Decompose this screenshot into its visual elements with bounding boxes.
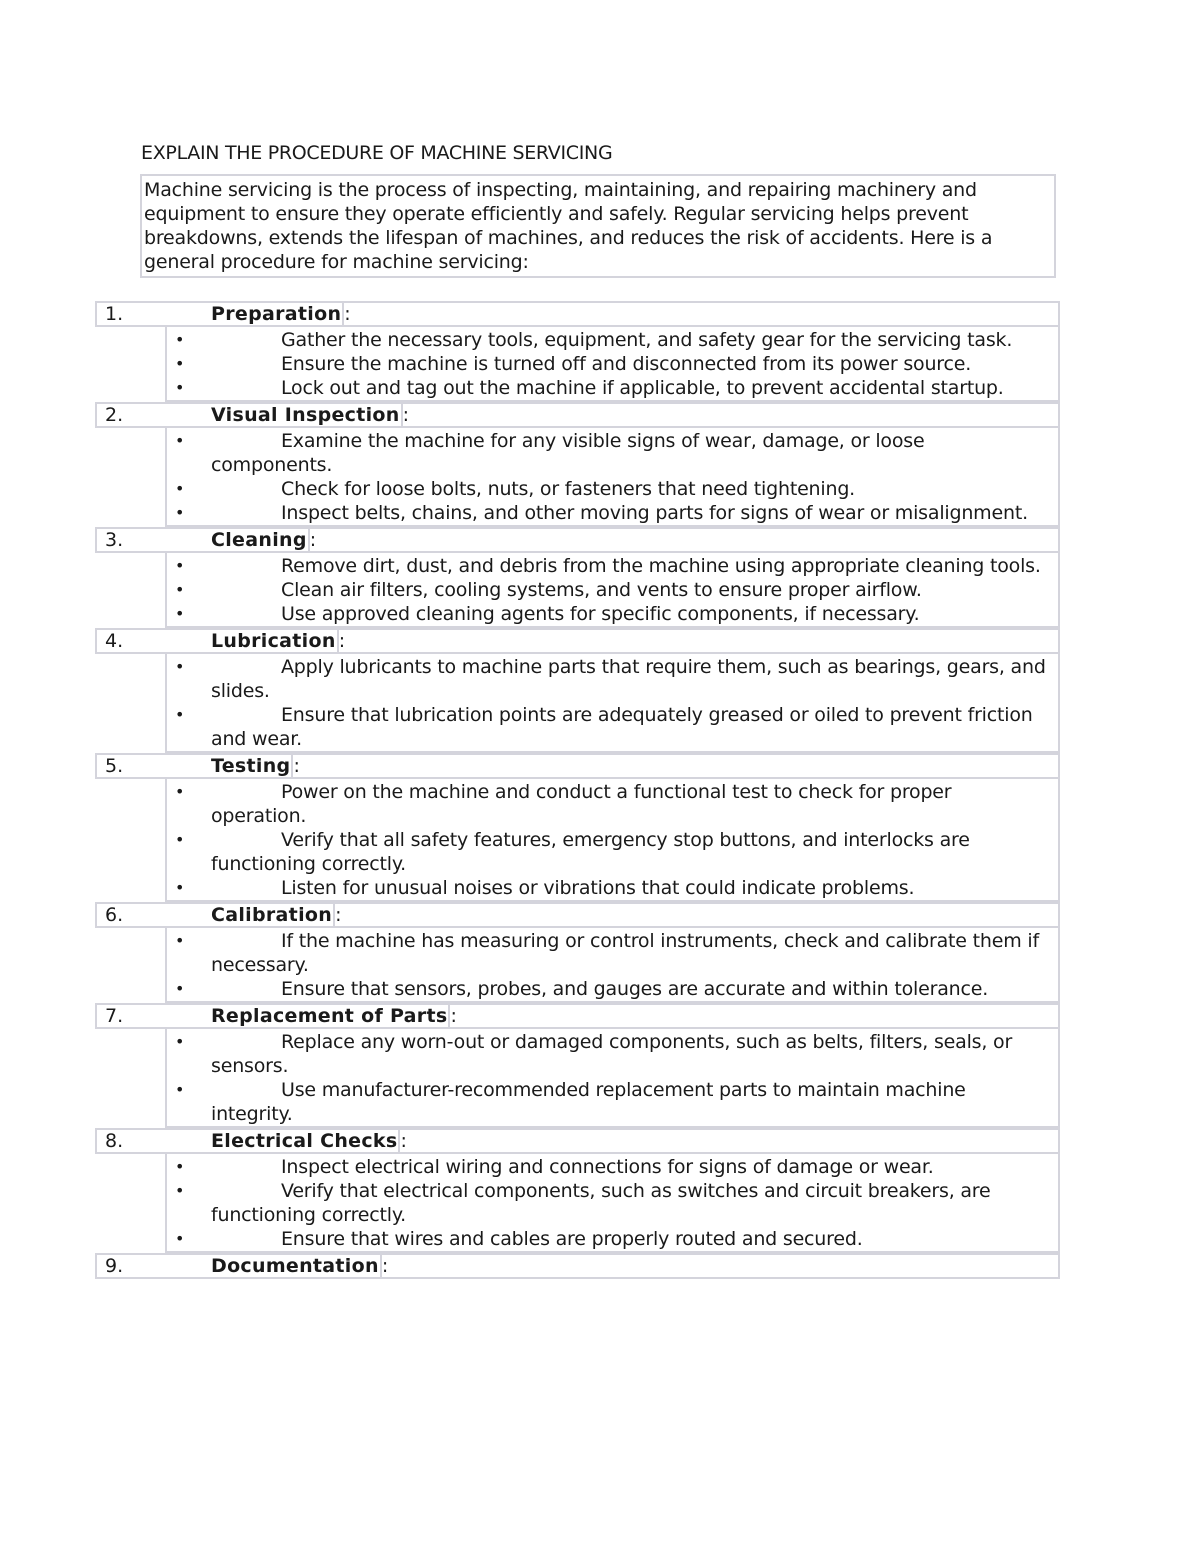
- bullet-icon: •: [175, 378, 185, 397]
- section-title-colon: :: [400, 1130, 407, 1152]
- bullet-text: Inspect belts, chains, and other moving parts for signs of wear or misalignment.: [281, 502, 1028, 524]
- bullet-item: [167, 703, 1058, 751]
- section-title-text: Replacement of Parts: [211, 1005, 450, 1027]
- section-heading: [95, 1003, 1060, 1029]
- section-title-colon: :: [309, 529, 317, 551]
- section-body: [165, 654, 1060, 753]
- bullet-text: Ensure that lubrication points are adequately greased or oiled to prevent friction and wear.: [211, 704, 1033, 750]
- bullet-text: Examine the machine for any visible signs of wear, damage, or loose components.: [211, 430, 925, 476]
- bullet-icon: •: [175, 604, 185, 623]
- bullet-text: If the machine has measuring or control instruments, check and calibrate them if necessary.: [211, 930, 1039, 976]
- section-title-text: Documentation: [211, 1255, 382, 1277]
- section-heading: [95, 1253, 1060, 1279]
- bullet-item: [167, 929, 1058, 977]
- section-number: 3.: [105, 529, 124, 551]
- bullet-text: Gather the necessary tools, equipment, and safety gear for the servicing task.: [281, 329, 1013, 351]
- bullet-text: Verify that all safety features, emergency stop buttons, and interlocks are functioning correctly.: [211, 829, 970, 875]
- section-title-colon: :: [344, 303, 351, 325]
- bullet-text: Lock out and tag out the machine if applicable, to prevent accidental startup.: [281, 377, 1004, 399]
- section-heading: [95, 301, 1060, 327]
- section-body: [165, 327, 1060, 402]
- bullet-icon: •: [175, 1032, 185, 1051]
- bullet-text: Inspect electrical wiring and connections for signs of damage or wear.: [281, 1156, 934, 1178]
- bullet-item: [167, 780, 1058, 828]
- section-title-text: Testing: [211, 755, 293, 777]
- section-number: 8.: [105, 1130, 124, 1152]
- bullet-item: [167, 1030, 1058, 1078]
- bullet-text: Use manufacturer-recommended replacement parts to maintain machine integrity.: [211, 1079, 966, 1125]
- section-body: [165, 779, 1060, 902]
- bullet-icon: •: [175, 479, 185, 498]
- intro-paragraph: Machine servicing is the process of inspecting, maintaining, and repairing machinery and equipment to ensure they operate efficiently and safely. Regular servicing helps prevent breakdowns, extends the lifespan of machines, and reduces the risk of accidents. Here is a general procedure for machine servicing:: [140, 174, 1056, 278]
- section-title: [211, 529, 316, 551]
- bullet-icon: •: [175, 931, 185, 950]
- section-body: [165, 428, 1060, 527]
- bullet-icon: •: [175, 657, 185, 676]
- bullet-icon: •: [175, 1181, 185, 1200]
- bullet-item: [167, 977, 1058, 1001]
- bullet-icon: •: [175, 1080, 185, 1099]
- section-body: [165, 928, 1060, 1003]
- section-number: 9.: [105, 1255, 124, 1277]
- bullet-icon: •: [175, 503, 185, 522]
- section-body: [165, 1029, 1060, 1128]
- section-heading: [95, 902, 1060, 928]
- section-heading: [95, 628, 1060, 654]
- section-title: [211, 1130, 407, 1152]
- bullet-text: Use approved cleaning agents for specific components, if necessary.: [281, 603, 920, 625]
- section-title-text: Preparation: [211, 303, 344, 325]
- section-title-colon: :: [402, 404, 410, 426]
- bullet-text: Replace any worn-out or damaged components, such as belts, filters, seals, or sensors.: [211, 1031, 1013, 1077]
- bullet-item: [167, 376, 1058, 400]
- section-title: [211, 1255, 388, 1277]
- section-title-text: Calibration: [211, 904, 335, 926]
- bullet-text: Clean air filters, cooling systems, and vents to ensure proper airflow.: [281, 579, 922, 601]
- bullet-item: [167, 1078, 1058, 1126]
- bullet-text: Listen for unusual noises or vibrations that could indicate problems.: [281, 877, 915, 899]
- section-title-text: Cleaning: [211, 529, 310, 551]
- bullet-item: [167, 655, 1058, 703]
- bullet-icon: •: [175, 1157, 185, 1176]
- bullet-item: [167, 352, 1058, 376]
- bullet-icon: •: [175, 354, 185, 373]
- bullet-item: [167, 1179, 1058, 1227]
- section-title: [211, 755, 300, 777]
- bullet-icon: •: [175, 330, 185, 349]
- section-title-text: Lubrication: [211, 630, 339, 652]
- section-title: [211, 630, 345, 652]
- bullet-text: Ensure that wires and cables are properly routed and secured.: [281, 1228, 863, 1250]
- bullet-icon: •: [175, 556, 185, 575]
- bullet-item: [167, 1155, 1058, 1179]
- bullet-icon: •: [175, 1229, 185, 1248]
- bullet-text: Apply lubricants to machine parts that require them, such as bearings, gears, and slides.: [211, 656, 1046, 702]
- section-heading: [95, 753, 1060, 779]
- section-heading: [95, 402, 1060, 428]
- section-title-colon: :: [450, 1005, 457, 1027]
- bullet-item: [167, 477, 1058, 501]
- bullet-text: Remove dirt, dust, and debris from the machine using appropriate cleaning tools.: [281, 555, 1041, 577]
- bullet-item: [167, 328, 1058, 352]
- section-title-text: Visual Inspection: [211, 404, 403, 426]
- section-title-colon: :: [293, 755, 300, 777]
- bullet-icon: •: [175, 782, 185, 801]
- bullet-icon: •: [175, 705, 185, 724]
- section-title: [211, 404, 409, 426]
- bullet-icon: •: [175, 830, 185, 849]
- section-title: [211, 904, 341, 926]
- section-title-colon: :: [381, 1255, 389, 1277]
- section-heading: [95, 527, 1060, 553]
- document-title: EXPLAIN THE PROCEDURE OF MACHINE SERVICING: [141, 142, 613, 164]
- bullet-text: Verify that electrical components, such as switches and circuit breakers, are functioning correctly.: [211, 1180, 991, 1226]
- bullet-icon: •: [175, 878, 185, 897]
- bullet-item: [167, 578, 1058, 602]
- section-title-colon: :: [338, 630, 346, 652]
- bullet-item: [167, 429, 1058, 477]
- section-number: 6.: [105, 904, 124, 926]
- section-title: [211, 1005, 457, 1027]
- section-body: [165, 1154, 1060, 1253]
- section-number: 1.: [105, 303, 124, 325]
- bullet-item: [167, 501, 1058, 525]
- bullet-item: [167, 602, 1058, 626]
- section-body: [165, 553, 1060, 628]
- section-number: 5.: [105, 755, 124, 777]
- section-title: [211, 303, 351, 325]
- bullet-text: Ensure that sensors, probes, and gauges are accurate and within tolerance.: [281, 978, 989, 1000]
- bullet-icon: •: [175, 979, 185, 998]
- bullet-item: [167, 828, 1058, 876]
- section-title-colon: :: [335, 904, 342, 926]
- section-number: 2.: [105, 404, 124, 426]
- bullet-text: Ensure the machine is turned off and disconnected from its power source.: [281, 353, 972, 375]
- bullet-text: Power on the machine and conduct a functional test to check for proper operation.: [211, 781, 952, 827]
- section-title-text: Electrical Checks: [211, 1130, 400, 1152]
- section-number: 4.: [105, 630, 124, 652]
- bullet-item: [167, 554, 1058, 578]
- section-heading: [95, 1128, 1060, 1154]
- bullet-item: [167, 876, 1058, 900]
- bullet-text: Check for loose bolts, nuts, or fasteners that need tightening.: [281, 478, 856, 500]
- bullet-icon: •: [175, 580, 185, 599]
- section-number: 7.: [105, 1005, 124, 1027]
- bullet-item: [167, 1227, 1058, 1251]
- procedure-list: [95, 301, 1060, 1279]
- bullet-icon: •: [175, 431, 185, 450]
